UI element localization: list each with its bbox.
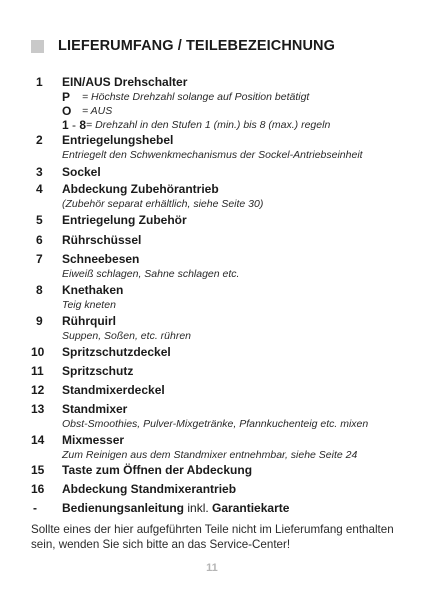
item-title: Abdeckung Standmixerantrieb [62, 482, 237, 496]
position-key: P [62, 90, 71, 104]
item-number: 11 [31, 364, 44, 378]
item-title: Rührquirl [62, 314, 116, 328]
item-number: 5 [36, 213, 43, 227]
item-number: 10 [31, 345, 45, 359]
heading-square-icon [31, 40, 44, 53]
item-title: Schneebesen [62, 252, 140, 266]
heading-text: LIEFERUMFANG / TEILEBEZEICHNUNG [58, 38, 335, 54]
item-title: Standmixerdeckel [62, 383, 165, 397]
position-key: O [62, 104, 72, 118]
item-title: Entriegelungshebel [62, 133, 174, 147]
position-row [62, 118, 412, 132]
item-number: 7 [36, 252, 43, 266]
item-description: Entriegelt den Schwenkmechanismus der Sockel-Antriebseinheit [62, 149, 363, 161]
position-row [62, 90, 412, 104]
item-description: Zum Reinigen aus dem Standmixer entnehmbar, siehe Seite 24 [62, 449, 358, 461]
item-title: Rührschüssel [62, 233, 142, 247]
item-bullet: - [33, 501, 37, 515]
item-title: Standmixer [62, 402, 128, 416]
item-title: Spritzschutz [62, 364, 134, 378]
item-title: Abdeckung Zubehörantrieb [62, 182, 219, 196]
item-number: 1 [36, 75, 43, 89]
item-number: 12 [31, 383, 45, 397]
item-description: Suppen, Soßen, etc. rühren [62, 330, 191, 342]
page-heading [31, 38, 335, 54]
item-number: 8 [36, 283, 43, 297]
item-title: Mixmesser [62, 433, 125, 447]
item-number: 2 [36, 133, 43, 147]
position-text: = AUS [82, 105, 113, 117]
item-title: EIN/AUS Drehschalter [62, 75, 188, 89]
position-key: 1 - 8 [62, 118, 87, 132]
item-title: Spritzschutzdeckel [62, 345, 171, 359]
item-number: 15 [31, 463, 45, 477]
item-number: 4 [36, 182, 43, 196]
position-row [62, 104, 412, 118]
item-description: Obst-Smoothies, Pulver-Mixgetränke, Pfannkuchenteig etc. mixen [62, 418, 369, 430]
item-title: Sockel [62, 165, 101, 179]
item-number: 9 [36, 314, 43, 328]
position-text: = Höchste Drehzahl solange auf Position betätigt [82, 91, 310, 103]
item-description: Teig kneten [62, 299, 116, 311]
item-title: Bedienungsanleitung inkl. Garantiekarte [62, 501, 290, 515]
item-title: Taste zum Öffnen der Abdeckung [62, 463, 253, 477]
item-number: 6 [36, 233, 43, 247]
item-title: Knethaken [62, 283, 124, 297]
item-number: 13 [31, 402, 45, 416]
item-number: 3 [36, 165, 43, 179]
item-title: Entriegelung Zubehör [62, 213, 187, 227]
item-description: Eiweiß schlagen, Sahne schlagen etc. [62, 268, 240, 280]
item-description: (Zubehör separat erhältlich, siehe Seite 30) [62, 198, 264, 210]
item-number: 14 [31, 433, 45, 447]
item-number: 16 [31, 482, 45, 496]
page-number: 11 [206, 562, 218, 574]
position-text: = Drehzahl in den Stufen 1 (min.) bis 8 (max.) regeln [86, 119, 331, 131]
footer-note: Sollte eines der hier aufgeführten Teile nicht im Lieferumfang enthalten sein, wenden Sie sich bitte an das Service-Center! [31, 523, 394, 551]
